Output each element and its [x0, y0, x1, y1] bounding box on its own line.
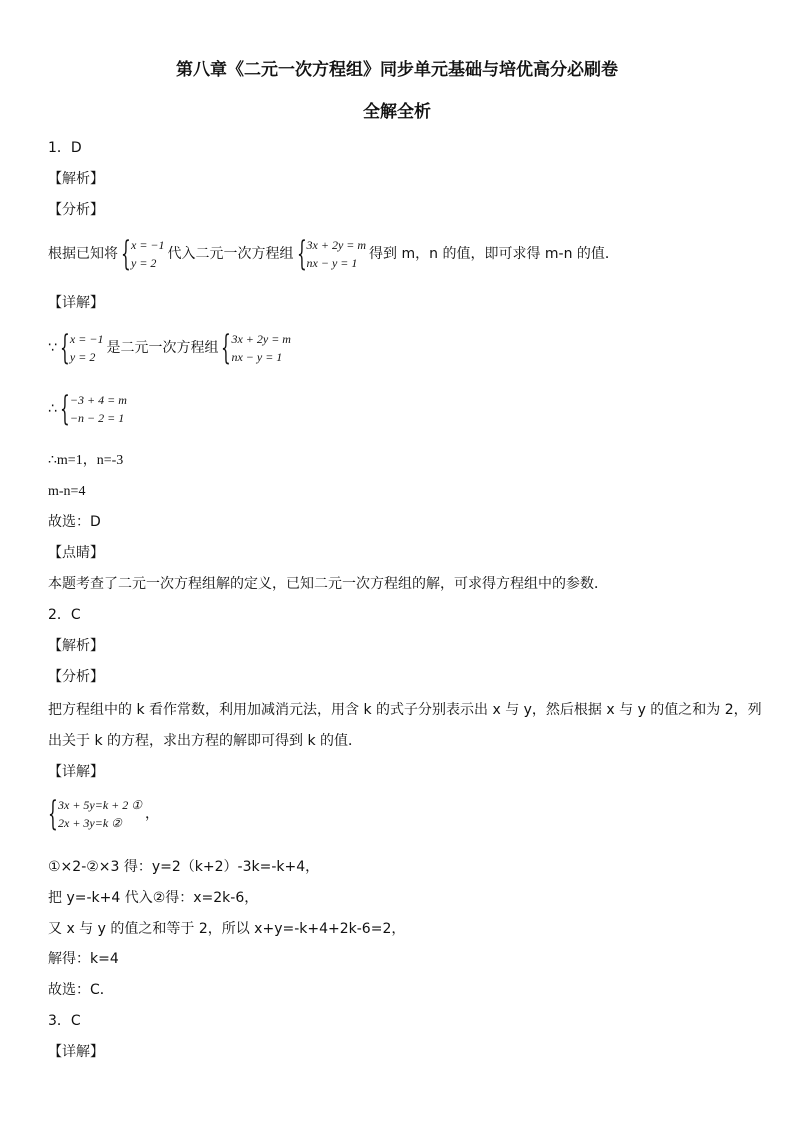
- q1-substituted-system: [60, 391, 127, 427]
- q1-dianjing-heading: 【点睛】: [48, 545, 104, 561]
- q1-step-therefore: [48, 391, 130, 427]
- q1-result-difference: m-n=4: [48, 484, 86, 499]
- system-row: x = −1: [131, 238, 165, 252]
- q2-step-4: 解得：k=4: [48, 951, 119, 967]
- q2-analysis-line-1: 把方程组中的 k 看作常数，利用加减消元法，用含 k 的式子分别表示出 x 与 y，然后根据 x 与 y 的值之和为 2，列: [48, 702, 762, 718]
- document-title: 第八章《二元一次方程组》同步单元基础与培优高分必刷卷: [176, 60, 618, 80]
- q1-xiangjie-heading: 【详解】: [48, 295, 104, 311]
- q2-system-tail: ，: [145, 806, 160, 822]
- q2-analysis-line-2: 出关于 k 的方程，求出方程的解即可得到 k 的值．: [48, 733, 363, 749]
- system-row: x = −1: [69, 332, 104, 346]
- system-row: y = 2: [69, 350, 96, 364]
- q1-equation-system: [297, 236, 367, 272]
- q2-equation-system-line: [48, 796, 159, 832]
- document-subtitle: 全解全析: [363, 102, 431, 122]
- system-row: y = 2: [131, 256, 157, 270]
- q1-step-because: [48, 330, 294, 366]
- q2-choice: 故选：C．: [48, 982, 114, 998]
- brace-symbol: {: [121, 234, 131, 274]
- q1-fenxi-heading: 【分析】: [48, 202, 104, 218]
- q3-answer: 3．C: [48, 1013, 81, 1029]
- brace-symbol: {: [221, 328, 232, 368]
- system-row: 2x + 3y=k ②: [58, 816, 122, 830]
- q2-step-1: ①×2-②×3 得：y=2（k+2）-3k=-k+4，: [48, 859, 320, 875]
- q1-equation-system-2: [221, 330, 291, 366]
- q1-given-solution-system: [121, 236, 165, 272]
- system-row: nx − y = 1: [231, 350, 283, 364]
- therefore-symbol: ∴: [48, 401, 57, 417]
- brace-symbol: {: [59, 389, 70, 429]
- q2-answer: 2．C: [48, 607, 81, 623]
- q2-fenxi-heading: 【分析】: [48, 669, 104, 685]
- q1-analysis-text-c: 得到 m，n 的值，即可求得 m-n 的值．: [369, 246, 619, 262]
- q1-analysis-text-a: 根据已知将: [48, 246, 118, 262]
- q1-analysis-text-b: 代入二元一次方程组: [167, 246, 294, 262]
- q1-answer: 1．D: [48, 140, 82, 156]
- q1-choice: 故选：D: [48, 514, 101, 530]
- system-row: 3x + 5y=k + 2 ①: [58, 798, 143, 812]
- system-row: −3 + 4 = m: [69, 393, 127, 407]
- brace-symbol: {: [296, 234, 307, 274]
- system-row: 3x + 2y = m: [231, 332, 291, 346]
- q1-result-mn: ∴m=1，n=-3: [48, 453, 124, 468]
- brace-symbol: {: [59, 328, 70, 368]
- system-row: nx − y = 1: [306, 256, 358, 270]
- q2-step-3: 又 x 与 y 的值之和等于 2，所以 x+y=-k+4+2k-6=2，: [48, 921, 406, 937]
- q3-xiangjie-heading: 【详解】: [48, 1044, 104, 1060]
- q1-given-solution-system-2: [60, 330, 104, 366]
- q2-xiangjie-heading: 【详解】: [48, 764, 104, 780]
- q2-jiexi-heading: 【解析】: [48, 638, 104, 654]
- q1-is-solution-text: 是二元一次方程组: [106, 340, 219, 356]
- system-row: 3x + 2y = m: [306, 238, 367, 252]
- q1-analysis: [48, 236, 619, 272]
- system-row: −n − 2 = 1: [69, 411, 125, 425]
- q1-jiexi-heading: 【解析】: [48, 171, 104, 187]
- q2-equation-system: [48, 796, 142, 832]
- q2-step-2: 把 y=-k+4 代入②得：x=2k-6，: [48, 890, 259, 906]
- because-symbol: ∵: [48, 340, 57, 356]
- brace-symbol: {: [48, 794, 58, 834]
- q1-comment: 本题考查了二元一次方程组解的定义，已知二元一次方程组的解，可求得方程组中的参数．: [48, 576, 608, 592]
